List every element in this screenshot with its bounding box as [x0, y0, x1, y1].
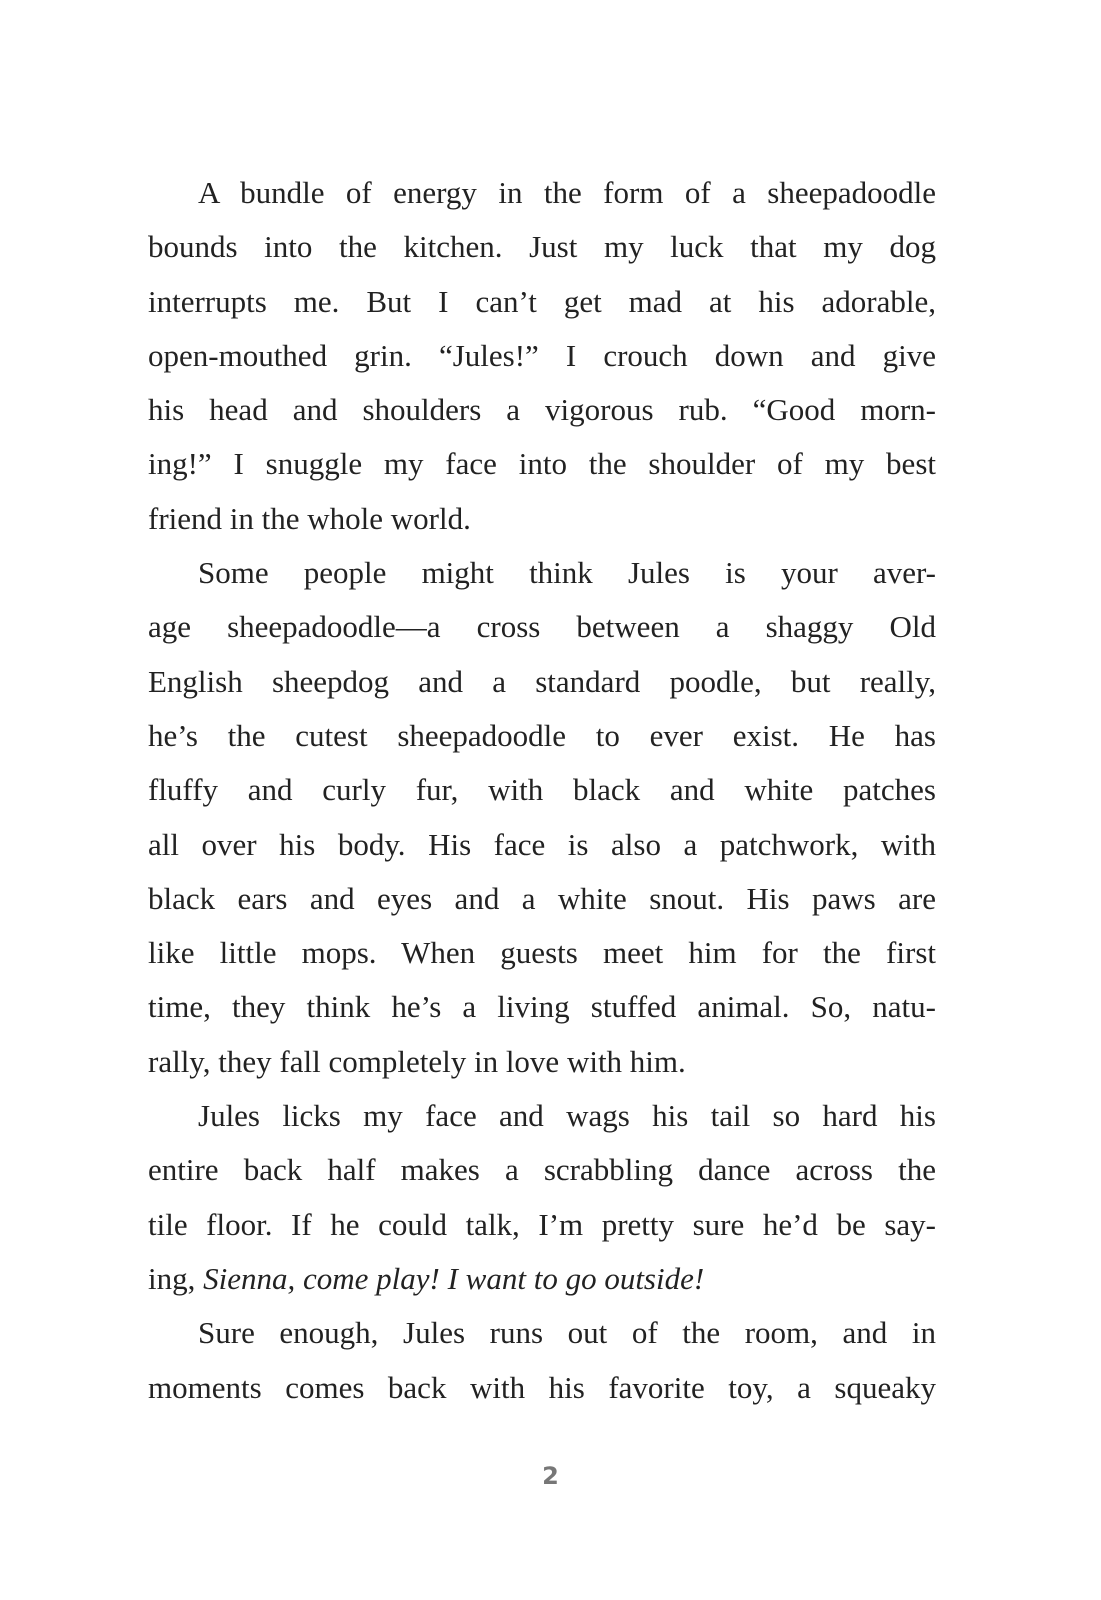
paragraph-3-line-4	[148, 1252, 936, 1306]
paragraph-2-line-1: Some people might think Jules is your aver-	[198, 555, 936, 591]
paragraph-2-line-4: he’s the cutest sheepadoodle to ever exist. He has	[148, 717, 936, 753]
paragraph-2-line-3: English sheepdog and a standard poodle, but really,	[148, 663, 936, 699]
paragraph-1-line-5: his head and shoulders a vigorous rub. “Good morn-	[148, 392, 936, 428]
paragraph-2-line-10: rally, they fall completely in love with him.	[148, 1043, 686, 1079]
paragraph-4-line-1: Sure enough, Jules runs out of the room, and in	[198, 1315, 936, 1351]
paragraph-2-line-9: time, they think he’s a living stuffed animal. So, natu-	[148, 989, 936, 1025]
paragraph-3-line-2: entire back half makes a scrabbling dance across the	[148, 1152, 936, 1188]
paragraph-3-line-3: tile floor. If he could talk, I’m pretty sure he’d be say-	[148, 1206, 936, 1242]
paragraph-2-line-7: black ears and eyes and a white snout. His paws are	[148, 880, 936, 916]
paragraph-1-line-6: ing!” I snuggle my face into the shoulder of my best	[148, 446, 936, 482]
paragraph-1-line-7: friend in the whole world.	[148, 500, 471, 536]
page-number: 2	[542, 1462, 559, 1490]
paragraph-1-line-1: A bundle of energy in the form of a sheepadoodle	[198, 175, 936, 210]
paragraph-1-line-4: open-mouthed grin. “Jules!” I crouch down and give	[148, 337, 936, 373]
body-text	[148, 166, 936, 1415]
paragraph-4-line-2: moments comes back with his favorite toy, a squeaky	[148, 1369, 936, 1405]
italic-thought: Sienna, come play! I want to go outside!	[203, 1260, 705, 1296]
paragraph-2-line-2: age sheepadoodle—a cross between a shaggy Old	[148, 609, 936, 645]
paragraph-2-line-5: fluffy and curly fur, with black and white patches	[148, 772, 936, 808]
paragraph-1-line-2: bounds into the kitchen. Just my luck that my dog	[148, 229, 936, 265]
line-start: ing,	[148, 1260, 204, 1296]
paragraph-3-line-1: Jules licks my face and wags his tail so hard his	[198, 1098, 936, 1134]
paragraph-1-line-3: interrupts me. But I can’t get mad at his adorable,	[148, 283, 936, 319]
paragraph-2-line-8: like little mops. When guests meet him for the first	[148, 935, 936, 971]
paragraph-2-line-6: all over his body. His face is also a patchwork, with	[148, 826, 936, 862]
